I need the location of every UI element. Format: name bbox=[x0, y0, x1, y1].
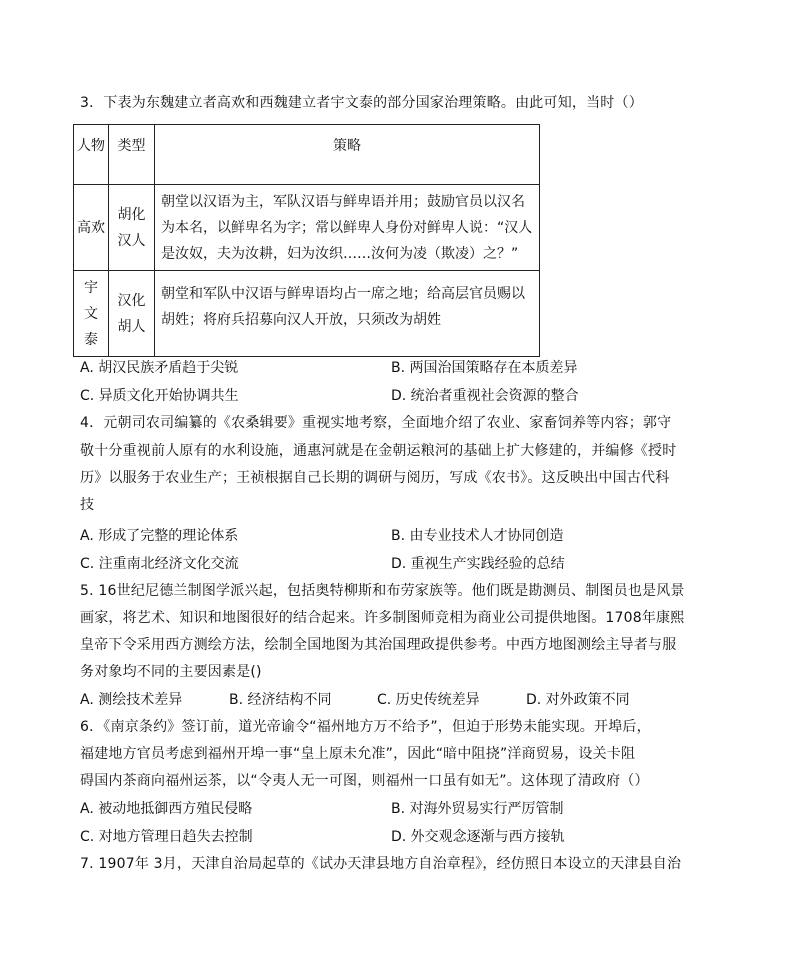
question-4-line-1: 4．元朝司农司编纂的《农桑辑要》重视实地考察，全面地介绍了农业、家畜饲养等内容；郭守 bbox=[80, 415, 672, 431]
q4-option-b[interactable]: B. 由专业技术人才协同创造 bbox=[391, 528, 564, 544]
question-5-line-1: 5. 16世纪尼德兰制图学派兴起，包括奥特柳斯和布劳家族等。他们既是勘测员、制图员也是风景 bbox=[80, 583, 685, 599]
question-6-line-2: 福建地方官员考虑到福州开埠一事“皇上原未允准”，因此“暗中阻挠”洋商贸易，设关卡阻 bbox=[80, 746, 636, 762]
q4-option-c[interactable]: C. 注重南北经济文化交流 bbox=[80, 556, 239, 572]
table-row-gaohuan bbox=[74, 185, 540, 271]
q6-option-a[interactable]: A. 被动地抵御西方殖民侵略 bbox=[80, 801, 253, 817]
q3-option-c[interactable]: C. 异质文化开始协调共生 bbox=[80, 388, 239, 404]
question-5-line-4: 务对象均不同的主要因素是() bbox=[80, 664, 262, 680]
question-5-line-2: 画家，将艺术、知识和地图很好的结合起来。许多制图师竞相为商业公司提供地图。1708年康熙 bbox=[80, 610, 685, 626]
cell-strategy-yuwentai: 朝堂和军队中汉语与鲜卑语均占一席之地；给高层官员赐以胡姓；将府兵招募向汉人开放，只须改为胡姓 bbox=[155, 271, 540, 357]
header-person: 人物 bbox=[74, 125, 109, 185]
cell-type-gaohuan: 胡化汉人 bbox=[109, 185, 155, 271]
strategy-table bbox=[73, 124, 540, 357]
q3-option-d[interactable]: D. 统治者重视社会资源的整合 bbox=[391, 388, 579, 404]
q6-option-c[interactable]: C. 对地方管理日趋失去控制 bbox=[80, 829, 253, 845]
question-6-line-3: 碍国内茶商向福州运茶，以“令夷人无一可图，则福州一口虽有如无”。这体现了清政府（） bbox=[80, 773, 649, 789]
cell-person-yuwentai: 宇文泰 bbox=[74, 271, 109, 357]
q5-option-c[interactable]: C. 历史传统差异 bbox=[377, 692, 480, 708]
cell-person-gaohuan: 高欢 bbox=[74, 185, 109, 271]
q6-option-d[interactable]: D. 外交观念逐渐与西方接轨 bbox=[391, 829, 565, 845]
q4-option-d[interactable]: D. 重视生产实践经验的总结 bbox=[391, 556, 565, 572]
q3-option-a[interactable]: A. 胡汉民族矛盾趋于尖锐 bbox=[80, 360, 239, 376]
header-strategy: 策略 bbox=[155, 125, 540, 185]
q5-option-d[interactable]: D. 对外政策不同 bbox=[526, 692, 630, 708]
question-7-line-1: 7. 1907年 3月，天津自治局起草的《试办天津县地方自治章程》，经仿照日本设立的天津县自治 bbox=[80, 856, 682, 872]
question-4-line-2: 敬十分重视前人原有的水利设施，通惠河就是在金朝运粮河的基础上扩大修建的，并编修《授时 bbox=[80, 443, 677, 459]
q4-option-a[interactable]: A. 形成了完整的理论体系 bbox=[80, 528, 239, 544]
table-row-yuwentai bbox=[74, 271, 540, 357]
question-4-line-4: 技 bbox=[80, 497, 95, 513]
header-type: 类型 bbox=[109, 125, 155, 185]
q6-option-b[interactable]: B. 对海外贸易实行严厉管制 bbox=[391, 801, 564, 817]
q3-option-b[interactable]: B. 两国治国策略存在本质差异 bbox=[391, 360, 578, 376]
question-5-line-3: 皇帝下令采用西方测绘方法，绘制全国地图为其治国理政提供参考。中西方地图测绘主导者与服 bbox=[80, 637, 677, 653]
q5-option-a[interactable]: A. 测绘技术差异 bbox=[80, 692, 183, 708]
cell-type-yuwentai: 汉化胡人 bbox=[109, 271, 155, 357]
table-header-row bbox=[74, 125, 540, 185]
question-4-line-3: 历》以服务于农业生产；王祯根据自己长期的调研与阅历，写成《农书》。这反映出中国古代科 bbox=[80, 470, 670, 486]
cell-strategy-gaohuan: 朝堂以汉语为主，军队汉语与鲜卑语并用；鼓励官员以汉名为本名，以鲜卑名为字；常以鲜卑人身份对鲜卑人说：“汉人是汝奴，夫为汝耕，妇为汝织……汝何为凌（欺凌）之？” bbox=[155, 185, 540, 271]
q5-option-b[interactable]: B. 经济结构不同 bbox=[229, 692, 332, 708]
question-3-stem: 3．下表为东魏建立者高欢和西魏建立者宇文泰的部分国家治理策略。由此可知，当时（） bbox=[80, 95, 643, 111]
question-6-line-1: 6．《南京条约》签订前，道光帝谕令“福州地方万不给予”，但迫于形势未能实现。开埠后， bbox=[80, 719, 651, 735]
